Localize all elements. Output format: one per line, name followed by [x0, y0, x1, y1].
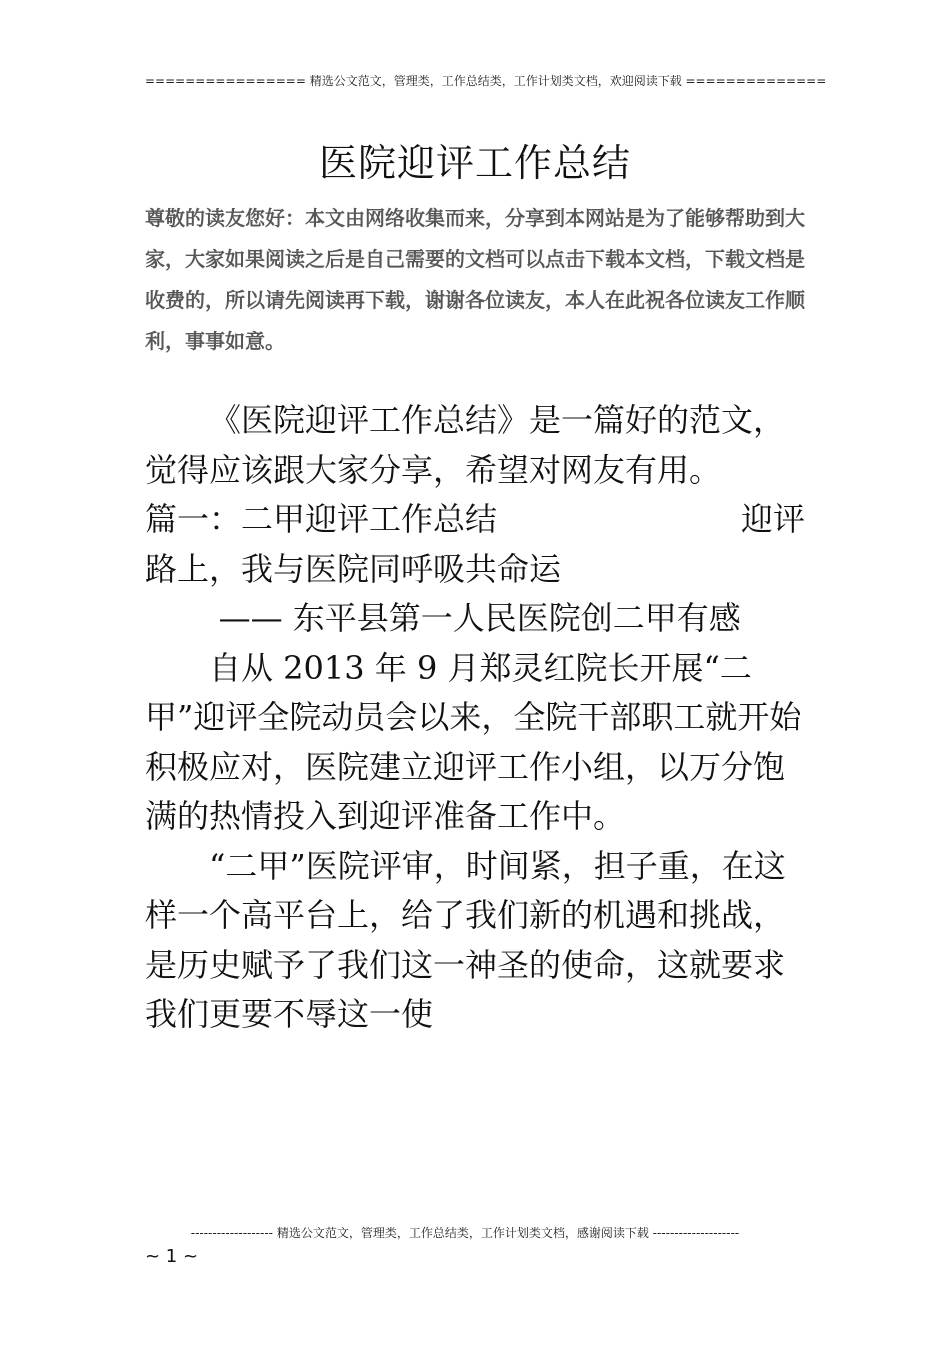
section-title-right: 迎评: [740, 500, 805, 538]
intro-paragraph: 《医院迎评工作总结》是一篇好的范文，觉得应该跟大家分享，希望对网友有用。: [145, 401, 786, 489]
section-heading-row: [145, 495, 805, 545]
reader-notice: 尊敬的读友您好：本文由网络收集而来，分享到本网站是为了能够帮助到大家，大家如果阅读之后是自己需要的文档可以点击下载本文档，下载文档是收费的，所以请先阅读再下载，谢谢各位读友，本人在此祝各位读友工作顺利，事事如意。: [145, 206, 805, 353]
page-footer: ------------------- 精选公文范文，管理类，工作总结类，工作计划类文档，感谢阅读下载 --------------------: [190, 1226, 740, 1240]
paragraph-2: “二甲”医院评审，时间紧，担子重，在这样一个高平台上，给了我们新的机遇和挑战，是历史赋予了我们这一神圣的使命，这就要求我们更要不辱这一使: [145, 846, 786, 1033]
document-title: 医院迎评工作总结: [318, 141, 631, 185]
page-header: ================ 精选公文范文，管理类，工作总结类，工作计划类文档，欢迎阅读下载 ==============: [145, 74, 827, 88]
page-number: ~ 1 ~: [145, 1246, 199, 1267]
paragraph-1: 自从 2013 年 9 月郑灵红院长开展“二甲”迎评全院动员会以来，全院干部职工就开始积极应对，医院建立迎评工作小组，以万分饱满的热情投入到迎评准备工作中。: [145, 648, 802, 835]
section-byline: —— 东平县第一人民医院创二甲有感: [218, 599, 741, 637]
document-body: [145, 396, 805, 1040]
section-title: 篇一：二甲迎评工作总结: [145, 500, 498, 538]
section-subtitle: 路上，我与医院同呼吸共命运: [145, 549, 562, 588]
